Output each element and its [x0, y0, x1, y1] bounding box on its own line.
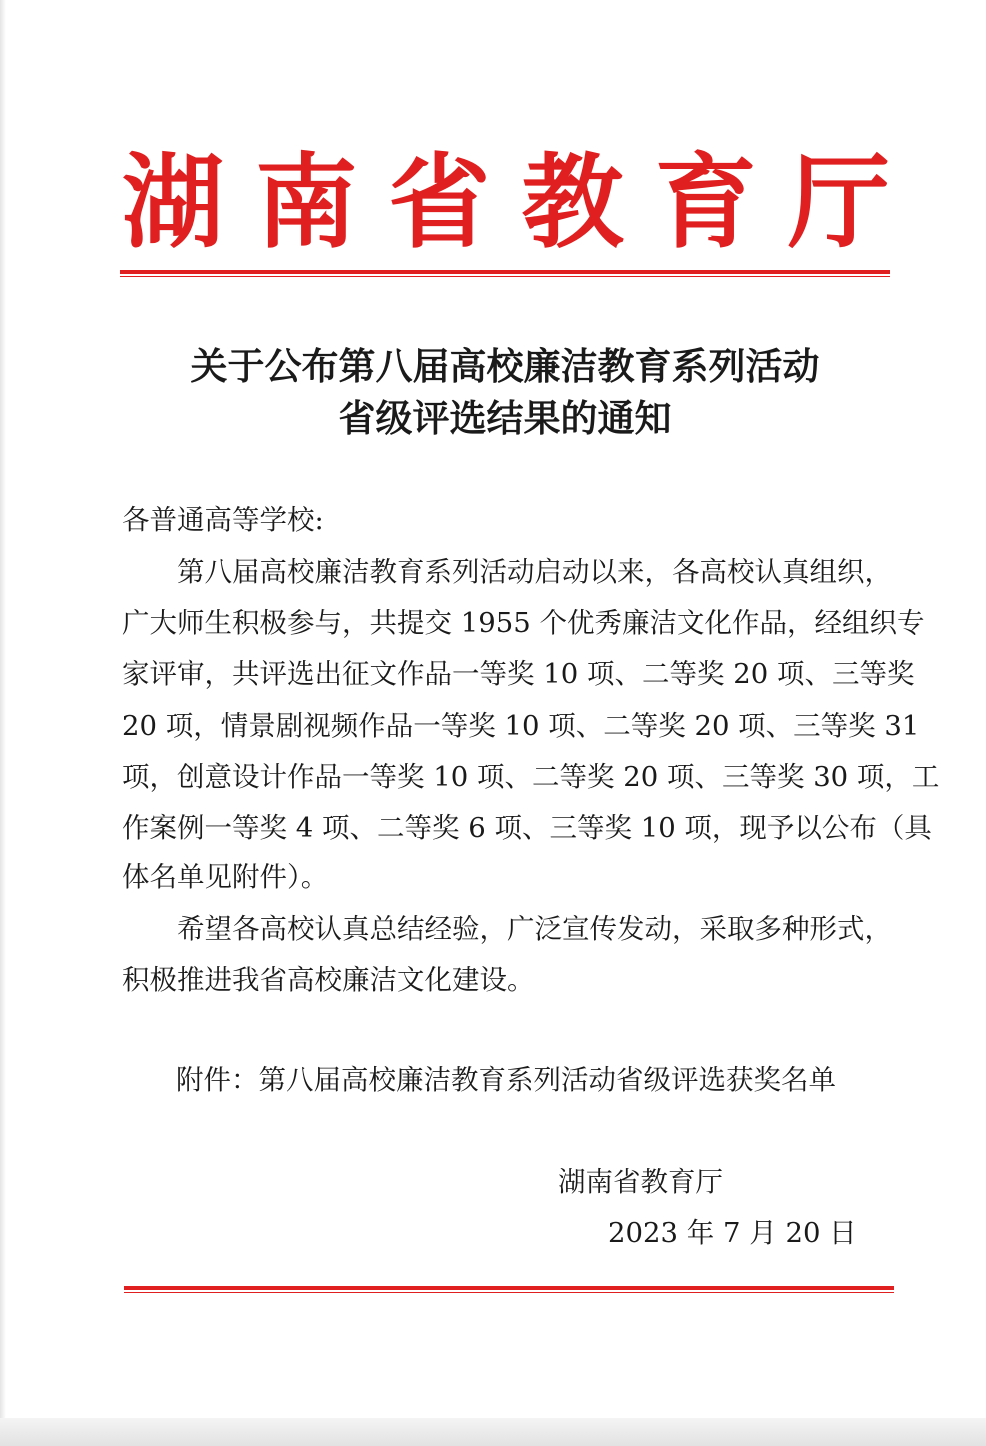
- paragraph-1-line: 家评审，共评选出征文作品一等奖 10 项、二等奖 20 项、三等奖: [122, 658, 915, 690]
- issue-date: 2023 年 7 月 20 日: [608, 1217, 857, 1249]
- paragraph-1-line: 项，创意设计作品一等奖 10 项、二等奖 20 项、三等奖 30 项，工: [122, 761, 940, 793]
- footer-red-rule: [124, 1286, 894, 1290]
- paragraph-1-line: 作案例一等奖 4 项、二等奖 6 项、三等奖 10 项，现予以公布（具: [122, 812, 932, 844]
- letterhead-title: [122, 143, 890, 263]
- letterhead-char: 湖: [122, 143, 224, 263]
- header-red-rule-thin: [120, 276, 890, 277]
- notice-title-line-1: 关于公布第八届高校廉洁教育系列活动: [190, 344, 820, 388]
- issuer-signature: 湖南省教育厅: [558, 1166, 723, 1198]
- header-red-rule: [120, 270, 890, 274]
- letterhead-char: 育: [654, 143, 757, 263]
- page-edge-shadow: [0, 0, 6, 1446]
- paragraph-1-line: 广大师生积极参与，共提交 1955 个优秀廉洁文化作品，经组织专: [122, 607, 925, 639]
- paragraph-1-line: 20 项，情景剧视频作品一等奖 10 项、二等奖 20 项、三等奖 31: [122, 710, 920, 742]
- letterhead-char: 厅: [787, 143, 890, 263]
- notice-title-line-2: 省级评选结果的通知: [338, 396, 672, 440]
- paragraph-2-line: 积极推进我省高校廉洁文化建设。: [122, 964, 535, 996]
- letterhead-char: 南: [255, 143, 358, 263]
- attachment-note: 附件：第八届高校廉洁教育系列活动省级评选获奖名单: [176, 1064, 836, 1096]
- footer-red-rule-thin: [124, 1292, 894, 1293]
- letterhead-char: 教: [521, 143, 624, 263]
- page-bottom-edge: [0, 1418, 986, 1446]
- paragraph-1-line: 体名单见附件）。: [122, 861, 329, 893]
- paragraph-1-line: 第八届高校廉洁教育系列活动启动以来，各高校认真组织，: [177, 556, 892, 588]
- letterhead-char: 省: [388, 143, 491, 263]
- salutation: 各普通高等学校:: [122, 504, 324, 536]
- paragraph-2-line: 希望各高校认真总结经验，广泛宣传发动，采取多种形式，: [177, 913, 892, 945]
